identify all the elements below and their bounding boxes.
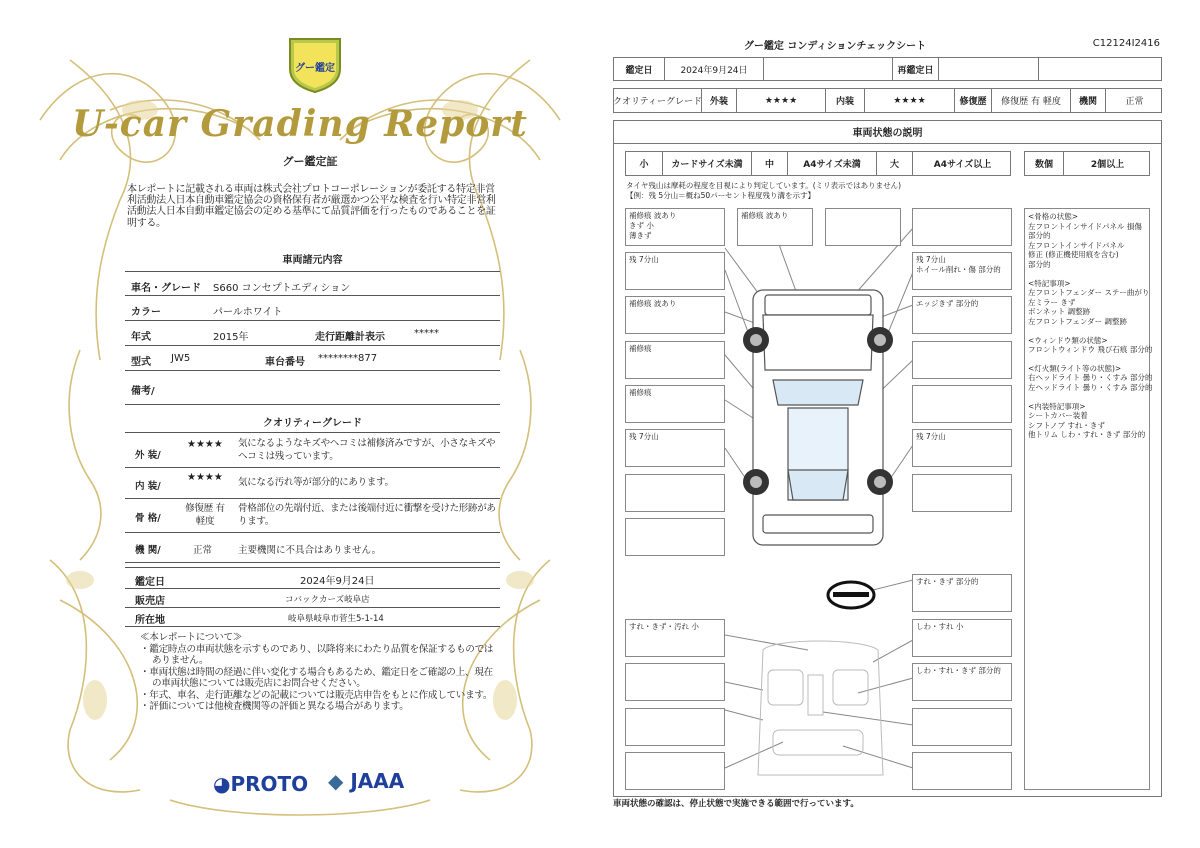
sheet-date-label: 鑑定日 <box>625 65 653 76</box>
exterior-desc: 気になるようなキズやヘコミは補修済みですが、小さなキズやヘコミは残っています。 <box>238 438 496 462</box>
comment-box-r2: エッジきず 部分的 <box>912 296 1012 334</box>
sheet-date-value: 2024年9月24日 <box>664 58 763 80</box>
comment-box-empty <box>912 752 1012 790</box>
grade-row <box>613 88 1162 113</box>
proto-logo: ◕PROTO <box>213 772 309 796</box>
note-line: 左フロントインサイドパネル <box>1028 240 1125 250</box>
size-large: 大 <box>876 152 912 175</box>
chassis-value: ********877 <box>318 353 378 364</box>
comment-box-steering: すれ・きず 部分的 <box>912 574 1012 612</box>
interior-desc: 気になる汚れ等が部分的にあります。 <box>238 477 394 488</box>
sheet-code: C12124I2416 <box>1092 38 1160 49</box>
sheet-ext-label: 外装 <box>701 89 736 112</box>
info-row-date <box>125 567 500 589</box>
comment-box-empty <box>625 752 725 790</box>
year-label: 年式 <box>131 332 151 343</box>
mileage-value: ***** <box>414 328 439 339</box>
comment-box-l2: 残 7分山 <box>625 252 725 290</box>
condition-notes <box>1024 208 1153 790</box>
comment-box-l1: 補修痕 波あり きず 小 薄きず <box>625 208 725 246</box>
frame-desc: 骨格部位の先端付近、または後端付近に衝撃を受けた形跡があります。 <box>238 503 496 527</box>
steering-wheel-icon <box>828 582 874 608</box>
note-item: ・評価については他検査機関等の評価と異なる場合があります。 <box>140 701 409 712</box>
size-mid-desc: A4サイズ未満 <box>787 152 876 175</box>
frame-value: 修復歴 有 軽度 <box>185 503 225 527</box>
sheet-redate-value <box>938 58 1038 80</box>
note-line: <骨格の状態> <box>1028 212 1079 221</box>
sheet-repair-label: 修復歴 <box>954 89 991 112</box>
comment-box-r1: 残 7分山 ホイール削れ・傷 部分的 <box>912 252 1012 290</box>
info-row-shop <box>125 589 500 608</box>
comment-box-l5: 補修痕 <box>625 385 725 423</box>
note-line: 左フロントインサイドパネル 損傷 <box>1028 221 1142 231</box>
address-value: 岐阜県岐阜市菅生5-1-14 <box>288 614 384 624</box>
goo-kantei-badge <box>286 31 344 93</box>
comment-box-interior-r2: しわ・すれ・きず 部分的 <box>912 663 1012 701</box>
note-line: 部分的 <box>1028 231 1051 241</box>
svg-text:グー鑑定: グー鑑定 <box>295 63 335 74</box>
note-line: <灯火類(ライト等の状態)> <box>1028 363 1122 373</box>
name-value: S660 コンセプトエディション <box>213 283 351 294</box>
comment-box-empty <box>912 474 1012 512</box>
comment-box-r-empty <box>912 341 1012 379</box>
comment-box-t2 <box>825 208 901 246</box>
comment-box-interior-r1: しわ・すれ 小 <box>912 619 1012 657</box>
notes-heading: ≪本レポートについて≫ <box>140 632 243 643</box>
note-gap <box>1028 393 1146 402</box>
note-line: 左フロントフェンダー 調整跡 <box>1028 316 1127 326</box>
note-line: 右ヘッドライト 曇り・くすみ 部分的 <box>1028 373 1153 383</box>
explain-heading: 車両状態の説明 <box>613 120 1162 144</box>
note-gap <box>1028 327 1146 336</box>
engine-label: 機 関/ <box>135 545 161 556</box>
spec-row-color <box>125 296 500 321</box>
quality-row-interior <box>125 468 500 499</box>
spec-heading: 車両諸元内容 <box>282 255 343 266</box>
note-line: 左ミラー きず <box>1028 297 1076 307</box>
date-label: 鑑定日 <box>135 577 165 588</box>
size-legend <box>625 151 1011 176</box>
note-line: シフトノブ すれ・きず <box>1028 420 1105 430</box>
date-value: 2024年9月24日 <box>300 576 375 587</box>
comment-box-empty <box>625 474 725 512</box>
sheet-repair-value: 修復歴 有 軽度 <box>991 89 1070 112</box>
info-row-address <box>125 608 500 627</box>
mileage-label: 走行距離計表示 <box>315 332 385 343</box>
note-line: <特記事項> <box>1028 278 1071 288</box>
note-line: 他トリム しわ・すれ・きず 部分的 <box>1028 430 1146 440</box>
color-value: パールホワイト <box>213 307 283 318</box>
year-value: 2015年 <box>213 332 249 343</box>
exterior-stars: ★★★★ <box>187 439 223 450</box>
count-legend <box>1024 151 1150 176</box>
name-label: 車名・グレード <box>131 283 201 294</box>
frame-label: 骨 格/ <box>135 513 161 524</box>
spec-row-name <box>125 271 500 296</box>
size-mid: 中 <box>751 152 787 175</box>
comment-box-interior-l1: すれ・きず・汚れ 小 <box>625 619 725 657</box>
note-line: 左ヘッドライト 曇り・くすみ 部分的 <box>1028 382 1153 392</box>
note-line: 左フロントフェンダー ステー曲がり <box>1028 288 1150 298</box>
sheet-footer: 車両状態の確認は、停止状態で実施できる範囲で行っています。 <box>613 799 859 809</box>
chassis-label: 車台番号 <box>265 357 305 368</box>
engine-value: 正常 <box>193 545 213 556</box>
shop-value: コバックカーズ岐阜店 <box>285 595 370 605</box>
sheet-int-label: 内装 <box>825 89 864 112</box>
sheet-int-stars: ★★★★ <box>864 89 954 112</box>
comment-box-t1: 補修痕 波あり <box>737 208 813 246</box>
comment-box-empty <box>912 708 1012 746</box>
model-label: 型式 <box>131 357 151 368</box>
spec-row-remarks <box>125 371 500 405</box>
note-line: 部分的 <box>1028 259 1051 269</box>
note-gap <box>1028 270 1146 279</box>
comment-box-l6: 残 7分山 <box>625 429 725 467</box>
model-value: JW5 <box>171 353 191 364</box>
note-line: フロントウィンドウ 飛び石痕 部分的 <box>1028 345 1153 355</box>
sheet-engine-value: 正常 <box>1105 89 1163 112</box>
note-item: ・鑑定時点の車両状態を示すものであり、以降将来にわたり品質を保証するものではありません。 <box>140 643 494 666</box>
address-label: 所在地 <box>135 615 165 626</box>
comment-box-l4: 補修痕 <box>625 341 725 379</box>
quality-row-exterior <box>125 432 500 468</box>
report-title: U-car Grading Report <box>72 103 528 145</box>
spec-row-year <box>125 321 500 346</box>
sheet-blank-2 <box>1038 58 1163 80</box>
quality-row-engine <box>125 533 500 563</box>
color-label: カラー <box>131 307 161 318</box>
size-small: 小 <box>639 160 649 170</box>
shop-label: 販売店 <box>135 596 165 607</box>
comment-box-r-empty <box>912 385 1012 423</box>
note-line: 修正 (修正機使用痕を含む) <box>1028 250 1119 260</box>
date-row <box>613 57 1162 81</box>
sheet-redate-label: 再鑑定日 <box>892 58 938 80</box>
comment-box-r0 <box>912 208 1012 246</box>
engine-desc: 主要機関に不具合はありません。 <box>238 545 382 556</box>
note-item: ・車両状態は時間の経過に伴い変化する場合もあるため、鑑定日をご確認の上、現在の車両状態については販売店にお問合せください。 <box>140 666 493 689</box>
tire-note-1: タイヤ残山は摩耗の程度を目視により判定しています。(ミリ表示ではありません) <box>626 181 902 190</box>
count-label: 数個 <box>1034 160 1053 170</box>
certificate-intro: 本レポートに記載される車両は株式会社プロトコーポレーションが委託する特定非営利活動法人日本自動車鑑定協会の資格保有者が厳選かつ公平な検査を行い特定非営利活動法人日本自動車鑑定協会の定める基準にて品質評価を行ったものであることを証明する。 <box>127 184 496 229</box>
comment-box-r3: 残 7分山 <box>912 429 1012 467</box>
note-line: シートカバー装着 <box>1028 411 1088 421</box>
size-small-desc: カードサイズ未満 <box>662 152 751 175</box>
sheet-ext-stars: ★★★★ <box>736 89 825 112</box>
note-gap <box>1028 355 1146 364</box>
comment-box-empty <box>625 518 725 556</box>
comment-box-empty <box>625 663 725 701</box>
note-line: ボンネット 調整跡 <box>1028 307 1091 317</box>
sheet-blank <box>763 58 892 80</box>
note-item: ・年式、車名、走行距離などの記載については販売店申告をもとに作成しています。 <box>140 689 493 701</box>
remarks-label: 備考/ <box>131 386 155 397</box>
note-line: <内装特記事項> <box>1028 401 1086 411</box>
comment-box-l3: 補修痕 波あり <box>625 296 725 334</box>
comment-box-empty <box>625 708 725 746</box>
certificate-heading: グー鑑定証 <box>282 155 338 168</box>
tire-note-2: 【例：残 5分山＝概ね50パーセント程度残り溝を示す】 <box>626 191 816 200</box>
sheet-quality-label: クオリティーグレード <box>612 97 703 107</box>
sheet-engine-label: 機関 <box>1070 89 1105 112</box>
interior-label: 内 装/ <box>135 481 161 492</box>
quality-row-frame <box>125 499 500 533</box>
quality-heading: クオリティーグレード <box>263 418 362 429</box>
report-notes <box>140 632 500 713</box>
size-large-desc: A4サイズ以上 <box>912 152 1012 175</box>
interior-stars: ★★★★ <box>187 472 223 483</box>
sheet-title: グー鑑定 コンディションチェックシート <box>743 41 927 52</box>
jaaa-logo: ◆ JAAA <box>328 769 405 793</box>
note-line: <ウィンドウ類の状態> <box>1028 335 1108 345</box>
count-value: 2個以上 <box>1063 152 1151 175</box>
exterior-label: 外 装/ <box>135 450 161 461</box>
spec-row-model <box>125 346 500 371</box>
